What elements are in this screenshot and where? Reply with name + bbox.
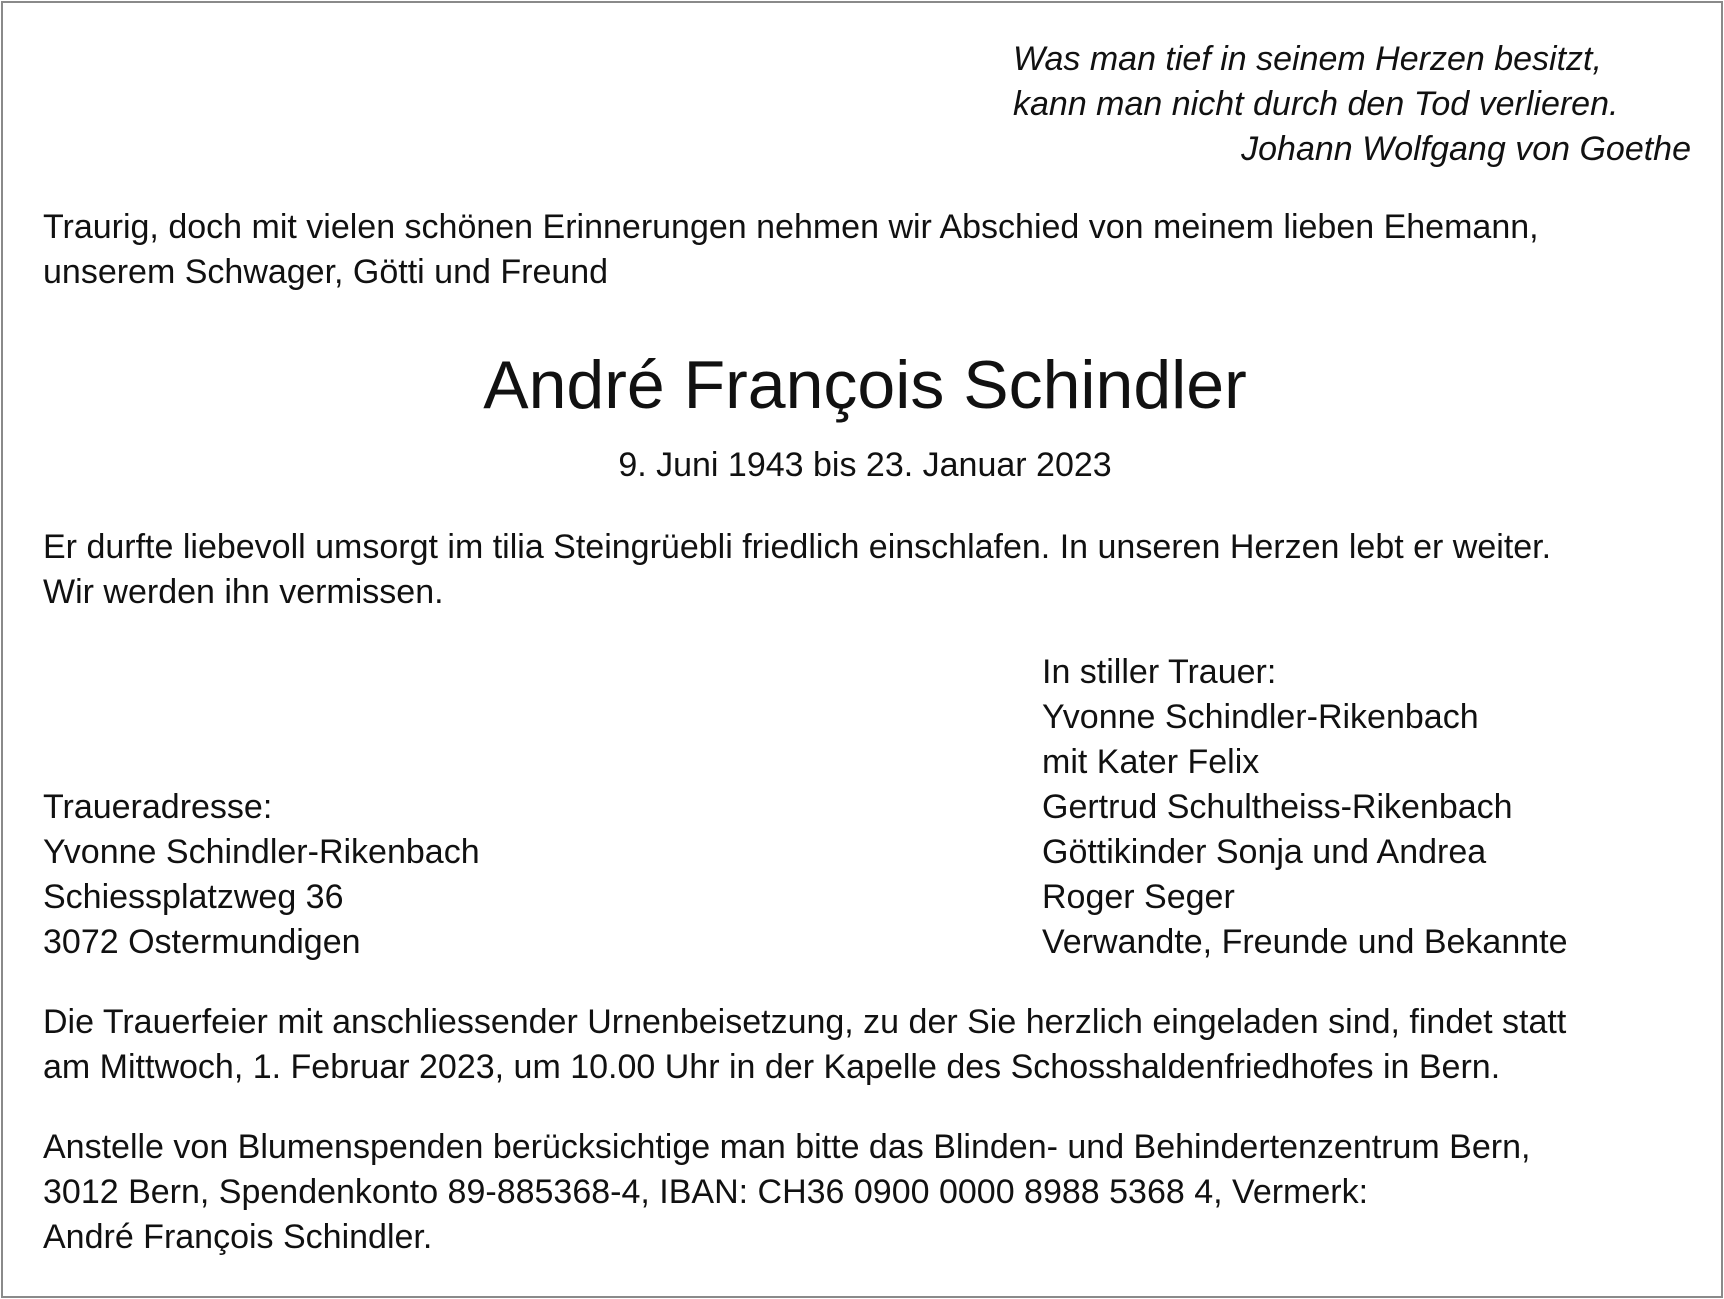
quote-author: Johann Wolfgang von Goethe — [1241, 130, 1691, 168]
message-paragraph — [43, 525, 1693, 615]
goethe-quote — [1013, 37, 1693, 172]
donation-line: Anstelle von Blumenspenden berücksichtige man bitte das Blinden- und Behindertenzentrum Bern, — [43, 1128, 1531, 1166]
quote-line: kann man nicht durch den Tod verlieren. — [1013, 85, 1619, 123]
intro-line: unserem Schwager, Götti und Freund — [43, 253, 609, 291]
obituary-notice — [1, 1, 1723, 1298]
donation-line: 3012 Bern, Spendenkonto 89-885368-4, IBAN: CH36 0900 0000 8988 5368 4, Vermerk: — [43, 1173, 1369, 1211]
mourner-name: Gertrud Schultheiss-Rikenbach — [1042, 788, 1513, 826]
donation-paragraph — [43, 1125, 1693, 1260]
mourners-heading: In stiller Trauer: — [1042, 653, 1277, 691]
address-heading: Traueradresse: — [43, 788, 273, 826]
mourner-name: Göttikinder Sonja und Andrea — [1042, 833, 1487, 871]
donation-line: André François Schindler. — [43, 1218, 433, 1256]
ceremony-line: Die Trauerfeier mit anschliessender Urnenbeisetzung, zu der Sie herzlich eingeladen sind, findet statt — [43, 1003, 1567, 1041]
mourners-list — [1042, 650, 1568, 965]
mourner-name: mit Kater Felix — [1042, 743, 1260, 781]
message-line: Wir werden ihn vermissen. — [43, 573, 444, 611]
message-line: Er durfte liebevoll umsorgt im tilia Steingrüebli friedlich einschlafen. In unseren Herzen lebt er weiter. — [43, 528, 1552, 566]
address-line: Schiessplatzweg 36 — [43, 878, 344, 916]
address-line: Yvonne Schindler-Rikenbach — [43, 833, 480, 871]
intro-paragraph — [43, 205, 1693, 295]
mourning-address — [43, 785, 480, 965]
address-line: 3072 Ostermundigen — [43, 923, 361, 961]
deceased-name: André François Schindler — [483, 347, 1247, 423]
mourner-name: Verwandte, Freunde und Bekannte — [1042, 923, 1568, 961]
mourner-name: Yvonne Schindler-Rikenbach — [1042, 698, 1479, 736]
quote-line: Was man tief in seinem Herzen besitzt, — [1013, 40, 1602, 78]
ceremony-paragraph — [43, 1000, 1693, 1090]
life-dates: 9. Juni 1943 bis 23. Januar 2023 — [618, 446, 1112, 484]
mourner-name: Roger Seger — [1042, 878, 1235, 916]
ceremony-line: am Mittwoch, 1. Februar 2023, um 10.00 Uhr in der Kapelle des Schosshaldenfriedhofes in Bern. — [43, 1048, 1501, 1086]
intro-line: Traurig, doch mit vielen schönen Erinnerungen nehmen wir Abschied von meinem lieben Ehemann, — [43, 208, 1539, 246]
